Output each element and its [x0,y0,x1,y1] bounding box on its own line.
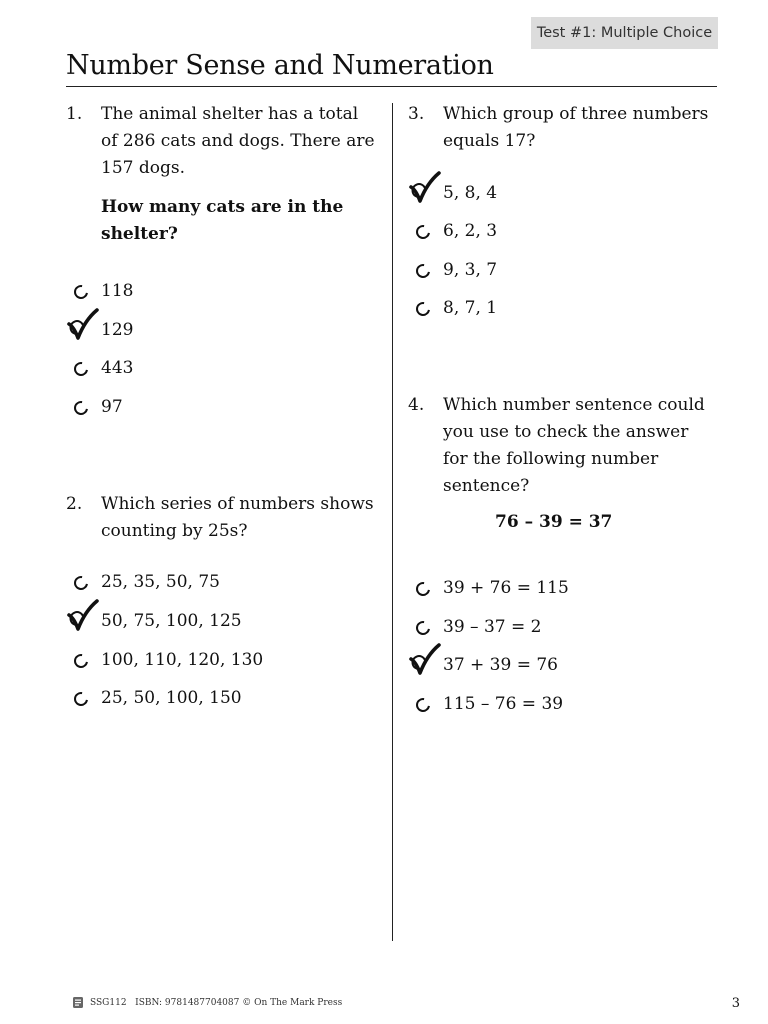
option-text: 8, 7, 1 [443,298,498,318]
radio-bubble-icon [71,573,90,592]
number-sentence: 76 – 39 = 37 [495,512,613,532]
checkmark-icon [67,308,101,340]
radio-bubble-icon [71,651,90,670]
radio-bubble-icon [413,695,432,714]
option-text: 50, 75, 100, 125 [101,611,242,631]
checkmark-icon [409,643,443,675]
question-stem [443,101,708,155]
option-text: 39 + 76 = 115 [443,578,569,598]
prompt-line: shelter? [101,224,178,244]
stem-line: for the following number [443,449,659,469]
answer-option[interactable] [408,181,708,205]
footer-isbn: ISBN: 9781487704087 © On The Mark Press [135,998,343,1008]
question-stem [101,101,375,248]
answer-option[interactable] [408,653,708,677]
stem-line: Which series of numbers shows [101,494,374,514]
answer-option[interactable] [408,615,708,639]
footer-publication-info [90,996,342,1010]
test-label-badge: Test #1: Multiple Choice [531,17,718,49]
option-text: 118 [101,281,134,301]
book-icon [72,996,85,1009]
answer-option[interactable] [408,692,708,716]
question-stem [443,392,705,536]
answer-option[interactable] [66,395,366,419]
option-text: 37 + 39 = 76 [443,655,558,675]
stem-line: counting by 25s? [101,521,248,541]
stem-line: Which group of three numbers [443,104,709,124]
option-text: 115 – 76 = 39 [443,694,564,714]
radio-bubble-icon [71,689,90,708]
answer-option[interactable] [66,648,366,672]
radio-bubble-icon [71,282,90,301]
option-text: 6, 2, 3 [443,221,498,241]
stem-line: 157 dogs. [101,158,185,178]
option-text: 129 [101,320,134,340]
page-title: Number Sense and Numeration [66,50,494,81]
stem-line: Which number sentence could [443,395,705,415]
answer-option[interactable] [408,576,708,600]
option-text: 443 [101,358,134,378]
question-number: 2. [66,494,83,514]
option-text: 9, 3, 7 [443,260,498,280]
title-divider [66,86,717,87]
checkmark-icon [409,171,443,203]
radio-bubble-icon [413,618,432,637]
radio-bubble-icon [413,299,432,318]
prompt-line: How many cats are in the [101,197,344,217]
radio-bubble-icon [71,398,90,417]
answer-option[interactable] [66,356,366,380]
option-text: 39 – 37 = 2 [443,617,542,637]
answer-option[interactable] [66,318,366,342]
radio-bubble-icon [413,261,432,280]
answer-option[interactable] [66,686,366,710]
question-number: 1. [66,104,83,124]
option-text: 100, 110, 120, 130 [101,650,264,670]
footer-code: SSG112 [90,998,127,1008]
answer-option[interactable] [66,570,366,594]
radio-bubble-icon [413,222,432,241]
stem-line: sentence? [443,476,530,496]
checkmark-icon [67,599,101,631]
option-text: 25, 50, 100, 150 [101,688,242,708]
question-number: 3. [408,104,425,124]
option-text: 25, 35, 50, 75 [101,572,220,592]
stem-line: equals 17? [443,131,536,151]
answer-option[interactable] [408,296,708,320]
radio-bubble-icon [413,579,432,598]
answer-option[interactable] [66,609,366,633]
question-number: 4. [408,395,425,415]
radio-bubble-icon [71,359,90,378]
option-text: 97 [101,397,123,417]
stem-line: of 286 cats and dogs. There are [101,131,375,151]
stem-line: The animal shelter has a total [101,104,359,124]
question-stem [101,491,374,545]
column-divider [392,103,393,941]
answer-option[interactable] [408,258,708,282]
answer-option[interactable] [408,219,708,243]
answer-option[interactable] [66,279,366,303]
stem-line: you use to check the answer [443,422,689,442]
option-text: 5, 8, 4 [443,183,498,203]
page-number: 3 [731,996,740,1011]
